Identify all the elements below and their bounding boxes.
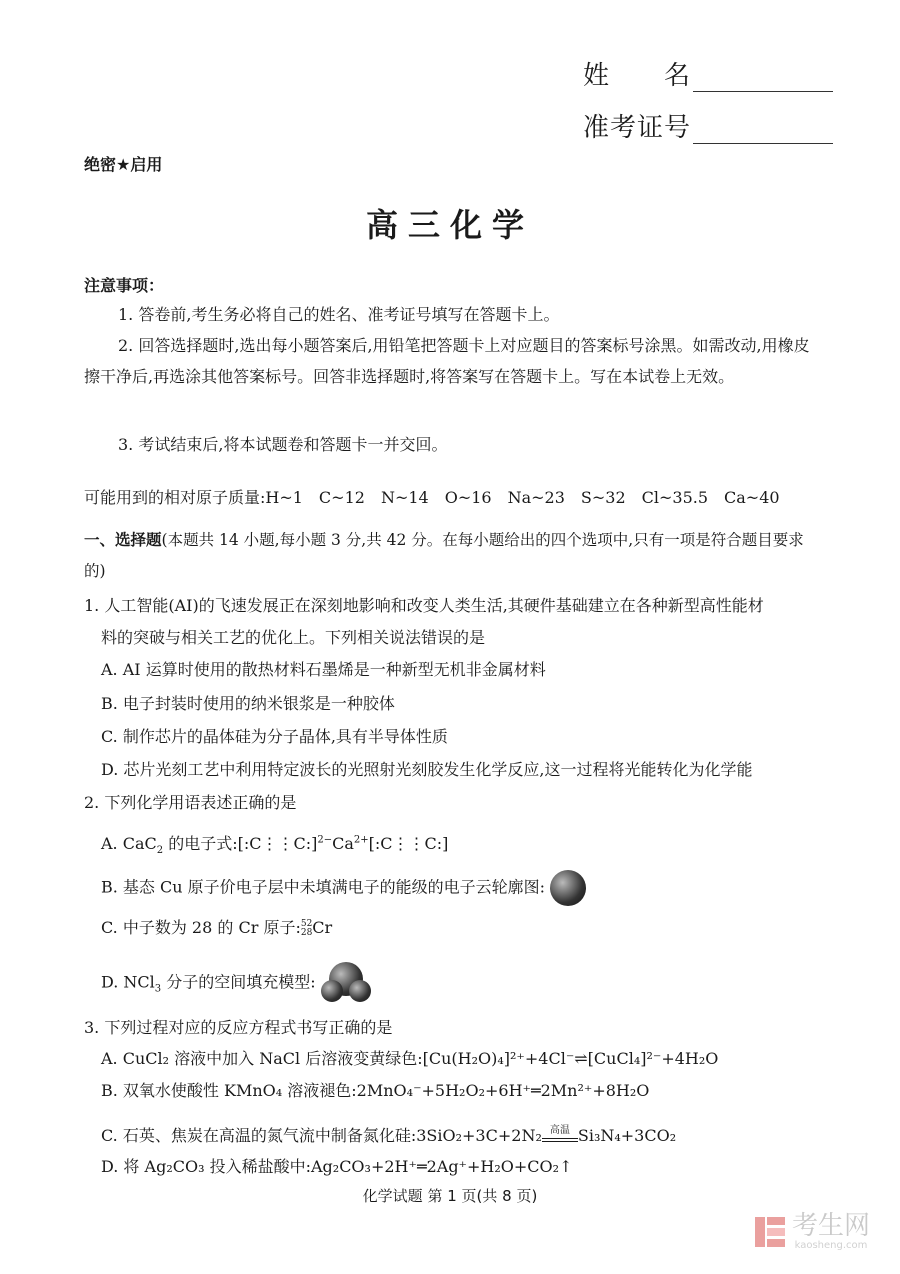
q1-option-a: A. AI 运算时使用的散热材料石墨烯是一种新型无机非金属材料 xyxy=(101,660,546,679)
ncl3-space-filling-model-icon xyxy=(321,962,371,1004)
name-field-row xyxy=(583,55,833,92)
q3-option-b: B. 双氧水使酸性 KMnO₄ 溶液褪色:2MnO₄⁻+5H₂O₂+6H⁺═2Mn²⁺+8H₂O xyxy=(101,1081,650,1100)
q2-option-b: B. 基态 Cu 原子价电子层中未填满电子的能级的电子云轮廓图: xyxy=(101,870,586,906)
q2-option-d: D. NCl$_3$ 分子的空间填充模型: xyxy=(101,962,371,1004)
name-blank-line[interactable] xyxy=(693,65,833,92)
q3-option-a: A. CuCl₂ 溶液中加入 NaCl 后溶液变黄绿色:[Cu(H₂O)₄]²⁺+4Cl⁻⇌[CuCl₄]²⁻+4H₂O xyxy=(101,1049,719,1068)
carbide-formula-right: [:C⋮⋮C:] xyxy=(368,834,449,853)
q2-option-a: A. CaC$_2$ 的电子式$:[:C⋮⋮C:]^{2-}Ca^{2+}[:C⋮⋮C:]$ xyxy=(101,834,449,857)
kaosheng-watermark-logo xyxy=(753,1212,870,1251)
notice-item-3: 3. 考试结束后,将本试题卷和答题卡一并交回。 xyxy=(118,435,448,454)
q2-stem: 2. 下列化学用语表述正确的是 xyxy=(84,793,297,812)
atomic-masses: 可能用到的相对原子质量:H~1 C~12 N~14 O~16 Na~23 S~32 Cl~35.5 Ca~40 xyxy=(84,488,780,507)
name-label: 姓 名 xyxy=(583,61,692,91)
exam-number-blank-line[interactable] xyxy=(693,117,833,144)
secret-label: 绝密★启用 xyxy=(84,155,163,174)
nuclide-numbers: 52 28 xyxy=(300,918,313,938)
section-1-desc: (本题共 14 小题,每小题 3 分,共 42 分。在每小题给出的四个选项中,只有一项是符合题目要求的) xyxy=(84,531,804,580)
high-temp-condition: 高温 xyxy=(542,1138,578,1151)
page-footer: 化学试题 第 1 页(共 8 页) xyxy=(362,1187,538,1205)
q1-stem-line1: 1. 人工智能(AI)的飞速发展正在深刻地影响和改变人类生活,其硬件基础建立在各种新型高性能材 xyxy=(84,596,764,615)
notice-item-2: 2. 回答选择题时,选出每小题答案后,用铅笔把答题卡上对应题目的答案标号涂黑。如需改动,用橡皮擦干净后,再选涂其他答案标号。回答非选择题时,将答案写在答题卡上。写在本试卷上无效。 xyxy=(84,336,810,386)
q1-option-d: D. 芯片光刻工艺中利用特定波长的光照射光刻胶发生化学反应,这一过程将光能转化为化学能 xyxy=(101,760,753,779)
q1-option-b: B. 电子封装时使用的纳米银浆是一种胶体 xyxy=(101,694,395,713)
q2-option-c: C. 中子数为 28 的 Cr 原子: 52 28 Cr xyxy=(101,918,333,938)
q3-stem: 3. 下列过程对应的反应方程式书写正确的是 xyxy=(84,1018,393,1037)
exam-number-label: 准考证号 xyxy=(583,113,692,143)
notice-heading: 注意事项： xyxy=(84,276,165,295)
page-title: 高三化学 xyxy=(365,206,534,244)
watermark-cn: 考生网 xyxy=(791,1211,870,1241)
q3-option-c: C. 石英、焦炭在高温的氮气流中制备氮化硅:3SiO₂+3C+2N₂ 高温 Si₃N₄+3CO₂ xyxy=(101,1120,676,1151)
notice-item-1: 1. 答卷前,考生务必将自己的姓名、准考证号填写在答题卡上。 xyxy=(118,305,560,324)
section-1-title: 一、选择题 xyxy=(84,531,162,549)
exam-number-field-row xyxy=(583,107,833,144)
watermark-en: kaosheng.com xyxy=(794,1240,868,1251)
q1-stem-line2: 料的突破与相关工艺的优化上。下列相关说法错误的是 xyxy=(101,628,486,647)
q1-option-c: C. 制作芯片的晶体硅为分子晶体,具有半导体性质 xyxy=(101,727,448,746)
section-1-header xyxy=(84,525,824,587)
s-orbital-sphere-icon xyxy=(550,870,586,906)
kaosheng-logo-icon xyxy=(753,1215,787,1249)
q3-option-d: D. 将 Ag₂CO₃ 投入稀盐酸中:Ag₂CO₃+2H⁺═2Ag⁺+H₂O+CO₂↑ xyxy=(101,1157,573,1176)
carbide-formula-left: [:C⋮⋮C:] xyxy=(237,834,318,853)
